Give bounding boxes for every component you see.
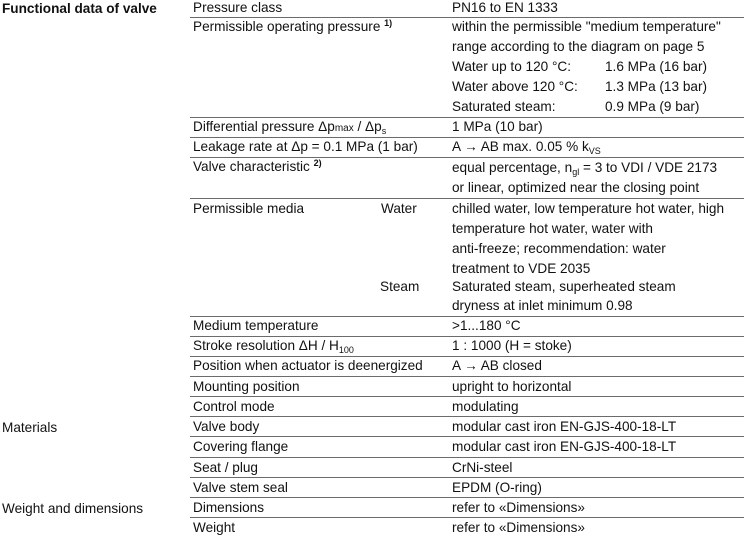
stem-seal-value: EPDM (O-ring)	[452, 480, 542, 495]
operating-pressure-line: within the permissible "medium temperature"	[452, 19, 721, 34]
media-steam-label: Steam	[380, 279, 420, 294]
stroke-label-sub: 100	[338, 345, 354, 355]
diff-pressure-mid: / Δp	[353, 119, 382, 134]
valve-body-label: Valve body	[193, 419, 260, 434]
mounting-position-label: Mounting position	[193, 379, 300, 394]
media-water-line: chilled water, low temperature hot water, high	[452, 201, 725, 216]
media-steam-line: Saturated steam, superheated steam	[452, 279, 676, 294]
pressure-class-label: Pressure class	[193, 0, 283, 15]
operating-pressure-label-text: Permissible operating pressure	[193, 19, 381, 34]
characteristic-label-text: Valve characteristic	[193, 159, 310, 174]
leakage-value-text: A → AB max. 0.05 % k	[452, 139, 589, 154]
media-steam-line: dryness at inlet minimum 0.98	[452, 298, 633, 313]
operating-pressure-line: range according to the diagram on page 5	[452, 39, 705, 54]
stroke-label-text: Stroke resolution ΔH / H	[193, 338, 339, 353]
pressure-item-label: Water above 120 °C:	[452, 79, 578, 94]
section-functional-data: Functional data of valve	[2, 1, 157, 16]
pressure-item-label: Saturated steam:	[452, 99, 556, 114]
footnote-2: 2)	[313, 158, 322, 168]
pressure-item-value: 0.9 MPa (9 bar)	[605, 99, 700, 114]
differential-pressure-label	[193, 117, 386, 139]
control-mode-value: modulating	[452, 399, 519, 414]
diff-pressure-max: max	[334, 123, 354, 134]
leakage-value-sub: VS	[588, 146, 601, 156]
pressure-item-label: Water up to 120 °C:	[452, 59, 572, 74]
covering-flange-label: Covering flange	[193, 439, 289, 454]
section-materials: Materials	[2, 420, 58, 435]
covering-flange-value: modular cast iron EN-GJS-400-18-LT	[452, 439, 677, 454]
stem-seal-label: Valve stem seal	[193, 480, 288, 495]
deenergized-position-value: A → AB closed	[452, 358, 542, 373]
weight-value: refer to «Dimensions»	[452, 520, 585, 535]
weight-label: Weight	[193, 520, 236, 535]
dimensions-value: refer to «Dimensions»	[452, 500, 585, 515]
stroke-resolution-value: 1 : 1000 (H = stoke)	[452, 338, 572, 353]
diff-pressure-sub: s	[381, 126, 387, 136]
pressure-class-value: PN16 to EN 1333	[452, 0, 558, 15]
leakage-rate-value	[452, 137, 601, 157]
characteristic-sub: gl	[572, 167, 580, 177]
control-mode-label: Control mode	[193, 399, 275, 414]
deenergized-position-label: Position when actuator is deenergized	[193, 358, 423, 373]
media-water-line: anti-freeze; recommendation: water	[452, 241, 666, 256]
media-water-line: temperature hot water, water with	[452, 221, 653, 236]
valve-characteristic-line1	[452, 158, 717, 178]
section-weight-dimensions: Weight and dimensions	[2, 501, 144, 516]
characteristic-post: = 3 to VDI / VDE 2173	[579, 160, 718, 175]
permissible-media-label: Permissible media	[193, 201, 305, 216]
dimensions-label: Dimensions	[193, 500, 265, 515]
valve-characteristic-label	[193, 157, 322, 177]
pressure-item-value: 1.3 MPa (13 bar)	[605, 79, 707, 94]
seat-plug-value: CrNi-steel	[452, 460, 513, 475]
footnote-1: 1)	[384, 18, 393, 28]
stroke-resolution-label	[193, 336, 354, 356]
characteristic-pre: equal percentage, n	[452, 160, 573, 175]
media-water-label: Water	[381, 201, 417, 216]
differential-pressure-value: 1 MPa (10 bar)	[452, 119, 543, 134]
seat-plug-label: Seat / plug	[193, 460, 258, 475]
leakage-rate-label: Leakage rate at Δp = 0.1 MPa (1 bar)	[193, 139, 418, 154]
media-water-line: treatment to VDE 2035	[452, 261, 591, 276]
pressure-item-value: 1.6 MPa (16 bar)	[605, 59, 707, 74]
medium-temperature-label: Medium temperature	[193, 318, 319, 333]
operating-pressure-label	[193, 17, 392, 37]
valve-body-value: modular cast iron EN-GJS-400-18-LT	[452, 419, 677, 434]
mounting-position-value: upright to horizontal	[452, 379, 572, 394]
valve-characteristic-line2: or linear, optimized near the closing point	[452, 180, 700, 195]
medium-temperature-value: >1...180 °C	[452, 318, 521, 333]
diff-pressure-text: Differential pressure Δp	[193, 119, 335, 134]
